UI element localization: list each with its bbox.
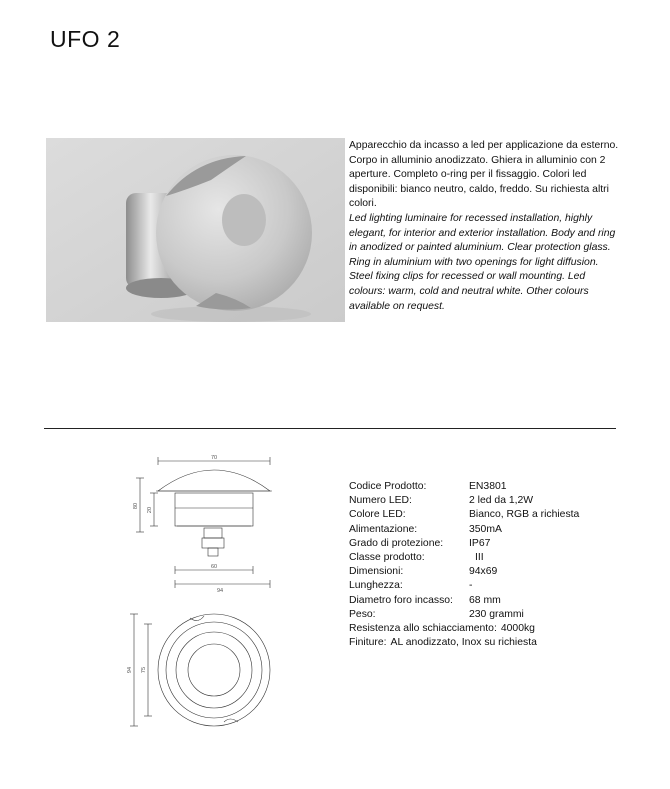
description-italian: Apparecchio da incasso a led per applicazione da esterno. Corpo in alluminio anodizzato. Ghiera in alluminio con 2 aperture. Completo o-ring per il fissaggio. Colori led disponibili: bianco neutro, caldo, freddo. Su richiesta altri colori. — [349, 140, 619, 210]
dim-plan-inner: 75 — [141, 666, 147, 674]
product-title: UFO 2 — [50, 26, 121, 52]
spec-row: Colore LED: Bianco, RGB a richiesta — [349, 509, 580, 521]
spec-table — [349, 480, 639, 650]
dim-bottom-outer: 94 — [216, 588, 224, 594]
section-divider — [44, 428, 616, 429]
spec-row: Lunghezza: - — [349, 580, 473, 592]
spec-row: Dimensioni: 94x69 — [349, 566, 498, 578]
dim-bottom-inner: 60 — [210, 564, 218, 570]
description-english: Led lighting luminaire for recessed installation, highly elegant, for interior and exterior installation. Body and ring in anodized or painted aluminium. Clear protection glass. Ring in aluminium with two openings for light diffusion. Steel fixing clips for recessed or wall mounting. Led colours: warm, cold and neutral white. Other colours available on request. — [349, 212, 616, 312]
spec-row: Peso: 230 grammi — [349, 608, 524, 620]
spec-row: Finiture: AL anodizzato, Inox su richiesta — [349, 637, 537, 649]
product-photo — [46, 138, 345, 322]
dim-top-width: 70 — [210, 455, 218, 461]
technical-drawing — [120, 448, 300, 730]
spec-row: Numero LED: 2 led da 1,2W — [349, 495, 534, 507]
product-description — [349, 139, 619, 314]
spec-row: Alimentazione: 350mA — [349, 523, 502, 535]
spec-row: Resistenza allo schiacciamento: 4000kg — [349, 623, 535, 635]
spec-row: Grado di protezione: IP67 — [349, 537, 491, 549]
spec-row: Codice Prodotto: EN3801 — [349, 481, 507, 492]
dim-plan-outer: 94 — [127, 666, 133, 674]
dim-height-body: 20 — [147, 506, 153, 514]
spec-row: Classe prodotto: III — [349, 552, 484, 564]
dim-height-total: 80 — [133, 502, 139, 510]
spec-row: Diametro foro incasso: 68 mm — [349, 594, 501, 606]
